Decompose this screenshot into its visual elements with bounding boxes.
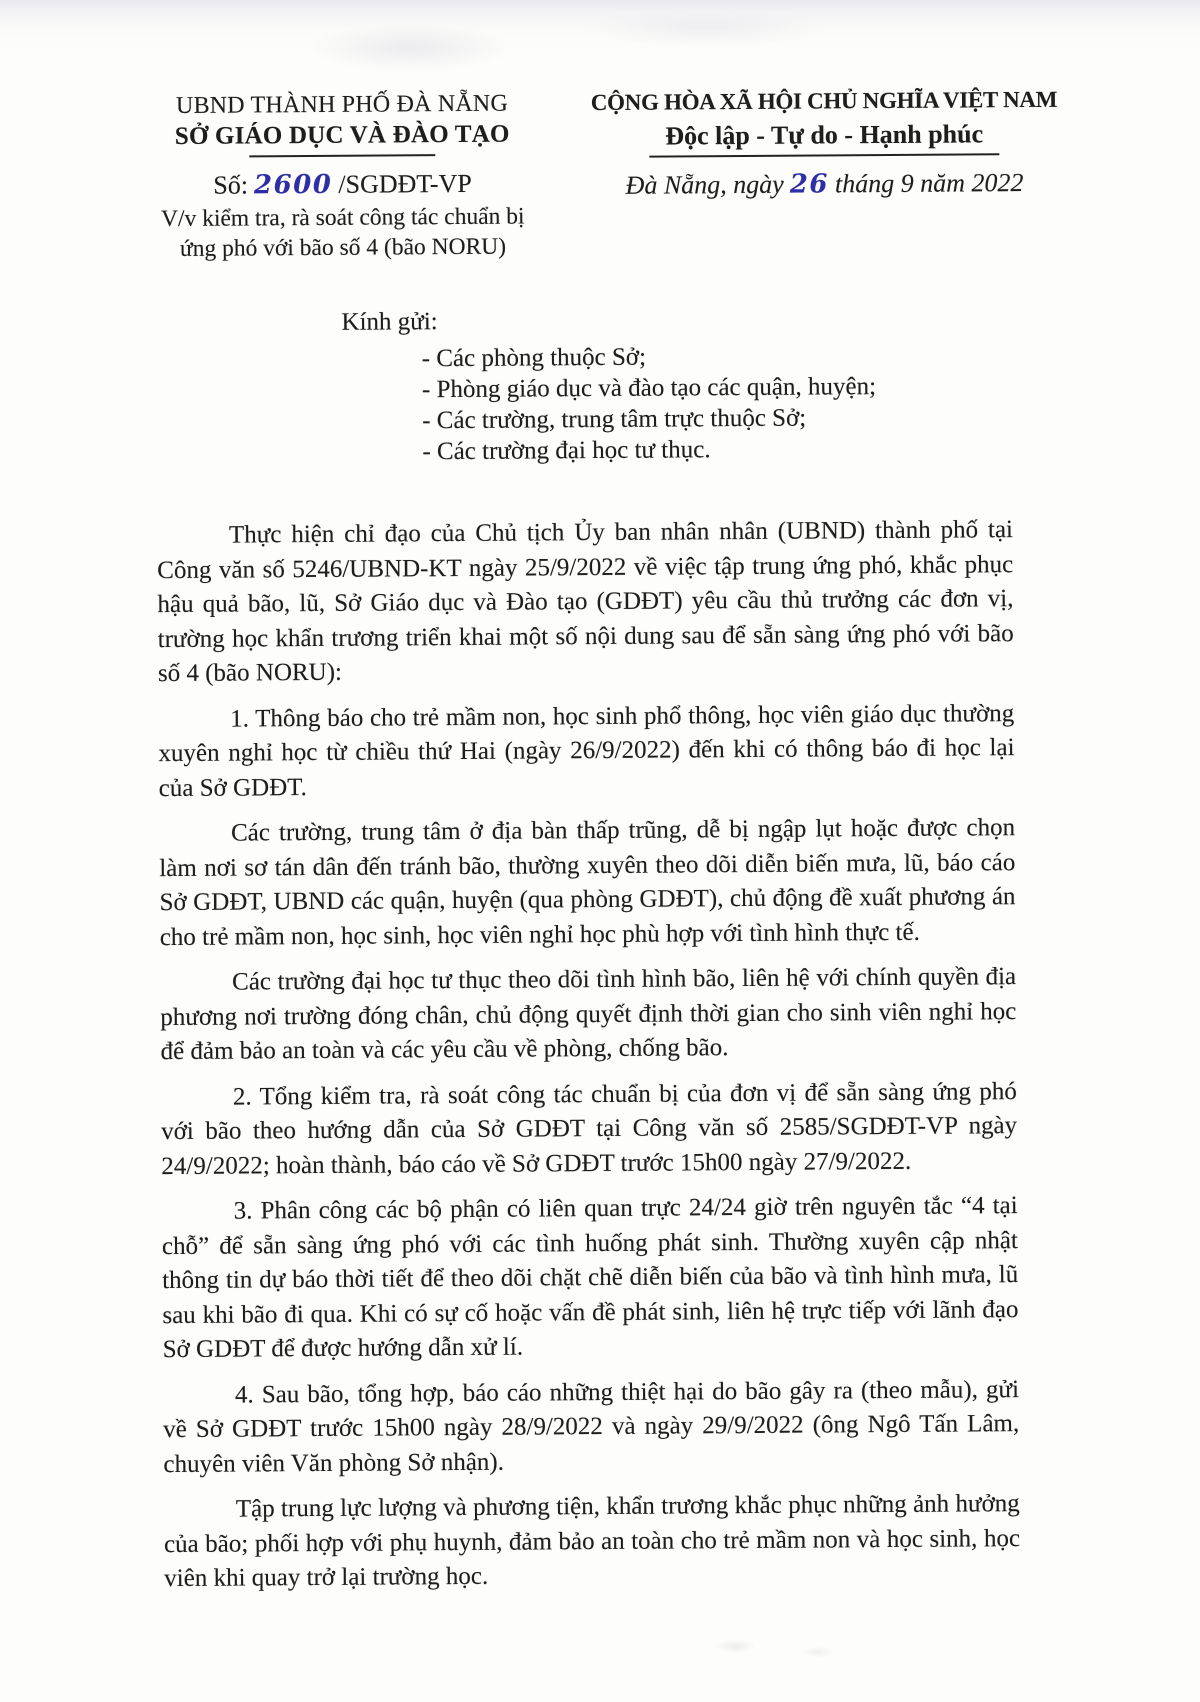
recipient-line: - Các trường, trung tâm trực thuộc Sở; [422,404,807,435]
agency-name: SỞ GIÁO DỤC VÀ ĐÀO TẠO [174,120,510,150]
issuing-agency-block [132,90,553,264]
national-heading-block [588,87,1061,201]
recipient-list [422,338,1199,467]
salutation-label: Kính gửi: [341,308,438,336]
national-title: CỘNG HÒA XÃ HỘI CHỦ NGHĨA VIỆT NAM [590,86,1058,116]
body-paragraph: Các trường đại học tư thục theo dõi tình hình bão, liên hệ với chính quyền địa phương nơi trường đóng chân, chủ động quyết định thời gian cho sinh viên nghỉ học để đảm bảo an toàn và các yêu cầu về phòng, chống bão. [160,963,1017,1066]
recipient-line: - Các phòng thuộc Sở; [421,343,647,373]
motto-underline [649,153,999,157]
national-motto: Độc lập - Tự do - Hạnh phúc [665,119,984,151]
body-paragraph: Thực hiện chỉ đạo của Chủ tịch Ủy ban nhân nhân (UBND) thành phố tại Công văn số 5246/UBND-KT ngày 25/9/2022 về việc tập trung ứng phó, khắc phục hậu quả bão, lũ, Sở Giáo dục và Đào tạo (GDĐT) yêu cầu thủ trưởng các đơn vị, trường học khẩn trương triển khai một số nội dung sau để sẵn sàng ứng phó với bão số 4 (bão NORU): [157,516,1014,688]
place-date-line [588,168,1060,201]
body-paragraph: 1. Thông báo cho trẻ mầm non, học sinh phổ thông, học viên giáo dục thường xuyên nghỉ học từ chiều thứ Hai (ngày 26/9/2022) đến khi có thông báo đi học lại của Sở GDĐT. [158,699,1015,802]
salutation-section [0,303,1198,470]
parent-agency-name: UBND THÀNH PHỐ ĐÀ NẴNG [175,90,509,119]
date-handwritten: 26 [789,169,830,200]
recipient-line: - Phòng giáo dục và đào tạo các quận, huyện; [421,373,877,404]
document-number-prefix: Số: [213,170,249,200]
recipient-line: - Các trường đại học tư thục. [422,436,711,466]
body-paragraph: 3. Phân công các bộ phận có liên quan trực 24/24 giờ trên nguyên tắc “4 tại chỗ” để sẵn sàng ứng phó với các tình huống phát sinh. Thường xuyên cập nhật thông tin dự báo thời tiết để theo dõi chặt chẽ diễn biến của bão và tình hình mưa, lũ sau khi bão đi qua. Khi có sự cố hoặc vấn đề phát sinh, liên hệ trực tiếp với lãnh đạo Sở GDĐT để được hướng dẫn xử lí. [161,1192,1019,1364]
body-paragraph: 4. Sau bão, tổng hợp, báo cáo những thiệt hại do bão gây ra (theo mẫu), gửi về Sở GDĐT trước 15h00 ngày 28/9/2022 và ngày 29/9/2022 (ông Ngô Tấn Lâm, chuyên viên Văn phòng Sở nhận). [163,1375,1020,1478]
document-number-line [132,168,552,201]
document-number-suffix: /SGDĐT-VP [338,168,472,199]
document-header [0,0,1197,265]
subject-line-1: V/v kiểm tra, rà soát công tác chuẩn bị [160,203,525,233]
body-paragraph: 2. Tổng kiểm tra, rà soát công tác chuẩn bị của đơn vị để sẵn sàng ứng phó với bão theo hướng dẫn của Sở GDĐT tại Công văn số 2585/SGDĐT-VP ngày 24/9/2022; hoàn thành, báo cáo về Sở GDĐT trước 15h00 ngày 27/9/2022. [161,1077,1018,1180]
agency-underline [249,154,435,157]
date-suffix: tháng 9 năm 2022 [834,168,1024,199]
document-subject [133,201,553,264]
body-paragraph: Tập trung lực lượng và phương tiện, khẩn trương khắc phục những ảnh hưởng của bão; phối hợp với phụ huynh, đảm bảo an toàn cho trẻ mầm non và học sinh, học viên khi quay trở lại trường học. [163,1490,1021,1593]
body-paragraph: Các trường, trung tâm ở địa bàn thấp trũng, dễ bị ngập lụt hoặc được chọn làm nơi sơ tán dân đến tránh bão, thường xuyên theo dõi diễn biến mưa, lũ, báo cáo Sở GDĐT, UBND các quận, huyện (qua phòng GDĐT), chủ động đề xuất phương án cho trẻ mầm non, học sinh, học viên nghỉ học phù hợp với tình hình thực tế. [159,814,1016,951]
date-prefix: Đà Nẵng, ngày [625,169,784,200]
subject-line-2: ứng phó với bão số 4 (bão NORU) [179,233,507,262]
document-number-handwritten: 2600 [253,169,333,201]
letter-body [157,513,1021,1596]
